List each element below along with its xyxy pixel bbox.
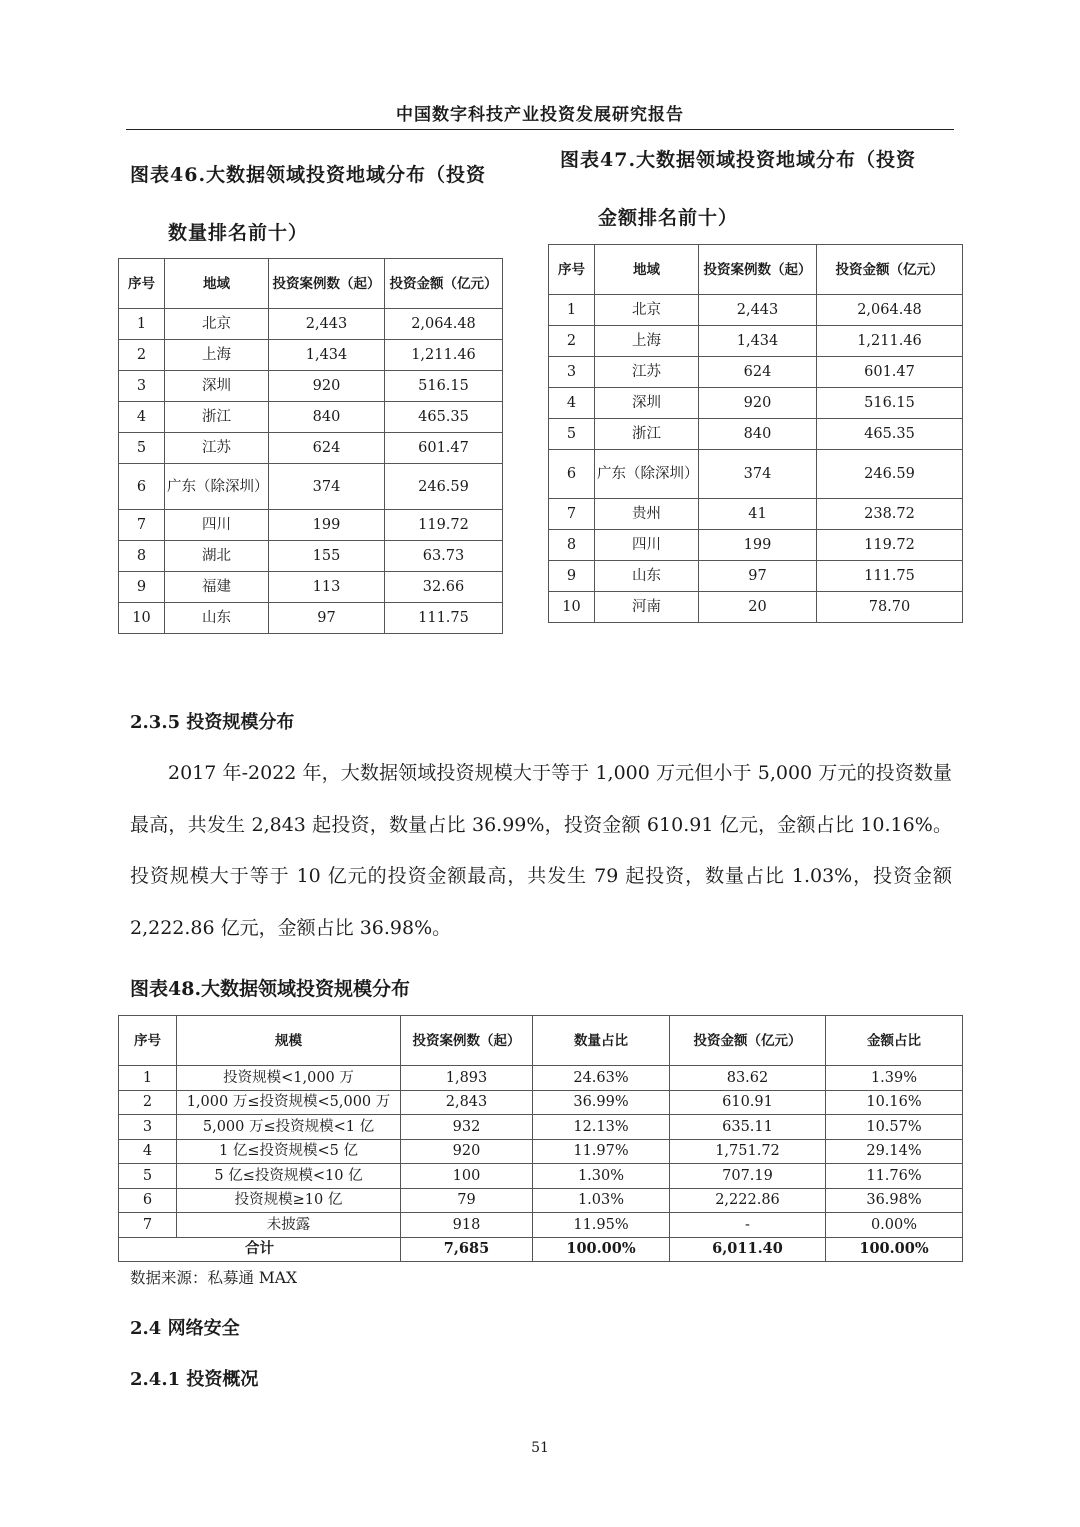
table-cell: 624 — [699, 357, 817, 388]
table-cell: 1.39% — [826, 1066, 963, 1091]
running-header: 中国数字科技产业投资发展研究报告 — [396, 105, 684, 125]
figure46-title-line2: 数量排名前十） — [168, 222, 309, 244]
table-cell: 江苏 — [165, 433, 269, 464]
table-cell: 5 — [119, 1164, 177, 1189]
table-cell: - — [670, 1213, 826, 1238]
column-header: 投资案例数（起） — [401, 1016, 533, 1066]
column-header: 投资金额（亿元） — [670, 1016, 826, 1066]
table-cell: 2 — [119, 340, 165, 371]
table-cell: 2,064.48 — [385, 309, 503, 340]
table-header-row — [119, 1016, 963, 1066]
table-cell: 贵州 — [595, 499, 699, 530]
table-cell: 6 — [119, 464, 165, 510]
table-cell: 7 — [119, 510, 165, 541]
table-cell: 199 — [269, 510, 385, 541]
figure47-table — [548, 244, 963, 623]
table-cell: 918 — [401, 1213, 533, 1238]
table-cell: 119.72 — [385, 510, 503, 541]
table-cell: 10 — [119, 603, 165, 634]
table-row — [549, 499, 963, 530]
table-row — [549, 561, 963, 592]
table-cell: 未披露 — [177, 1213, 401, 1238]
section-paragraph: 2017 年-2022 年，大数据领域投资规模大于等于 1,000 万元但小于 5,000 万元的投资数量最高，共发生 2,843 起投资，数量占比 36.99%，投资金额 610.91 亿元，金额占比 10.16%。投资规模大于等于 10 亿元的投资金额最高，共发生 79 起投资，数量占比 1.03%，投资金额 2,222.86 亿元，金额占比 36.98%。 — [130, 762, 952, 939]
column-header: 地域 — [595, 245, 699, 295]
table-cell: 1,000 万≤投资规模<5,000 万 — [177, 1090, 401, 1115]
table-cell: 山东 — [595, 561, 699, 592]
table-cell: 83.62 — [670, 1066, 826, 1091]
table-cell: 四川 — [165, 510, 269, 541]
table-cell: 4 — [119, 1139, 177, 1164]
table-row — [549, 326, 963, 357]
section-heading-2-4-1: 2.4.1 投资概况 — [130, 1369, 259, 1390]
table-cell: 601.47 — [385, 433, 503, 464]
table-cell: 1,751.72 — [670, 1139, 826, 1164]
table-cell: 1.30% — [533, 1164, 670, 1189]
table-row — [119, 1090, 963, 1115]
table-cell: 155 — [269, 541, 385, 572]
table-cell: 920 — [699, 388, 817, 419]
table-cell: 516.15 — [385, 371, 503, 402]
page-number: 51 — [531, 1440, 549, 1456]
column-header: 规模 — [177, 1016, 401, 1066]
table-cell: 840 — [269, 402, 385, 433]
table-cell: 624 — [269, 433, 385, 464]
table-cell: 111.75 — [385, 603, 503, 634]
table-cell: 上海 — [595, 326, 699, 357]
table-cell: 610.91 — [670, 1090, 826, 1115]
table-cell: 四川 — [595, 530, 699, 561]
total-count: 7,685 — [401, 1237, 533, 1261]
table-cell: 深圳 — [595, 388, 699, 419]
table-row — [549, 295, 963, 326]
table-cell: 1,211.46 — [385, 340, 503, 371]
table-cell: 920 — [269, 371, 385, 402]
table-cell: 601.47 — [817, 357, 963, 388]
table-header-row — [549, 245, 963, 295]
total-count-share: 100.00% — [533, 1237, 670, 1261]
table-row — [549, 357, 963, 388]
total-amount: 6,011.40 — [670, 1237, 826, 1261]
table-cell: 36.98% — [826, 1188, 963, 1213]
table-cell: 9 — [119, 572, 165, 603]
header-divider — [126, 129, 954, 130]
figure47-title-line2: 金额排名前十） — [598, 207, 739, 229]
table-header-row — [119, 259, 503, 309]
table-row — [119, 371, 503, 402]
table-cell: 2 — [119, 1090, 177, 1115]
table-cell: 5 亿≤投资规模<10 亿 — [177, 1164, 401, 1189]
table-cell: 1.03% — [533, 1188, 670, 1213]
column-header: 数量占比 — [533, 1016, 670, 1066]
table-cell: 246.59 — [817, 450, 963, 499]
table-row — [119, 433, 503, 464]
table-cell: 2,843 — [401, 1090, 533, 1115]
table-cell: 36.99% — [533, 1090, 670, 1115]
table-cell: 1 — [549, 295, 595, 326]
table-cell: 福建 — [165, 572, 269, 603]
column-header: 序号 — [549, 245, 595, 295]
table-cell: 24.63% — [533, 1066, 670, 1091]
table-row — [119, 1164, 963, 1189]
table-cell: 119.72 — [817, 530, 963, 561]
table-cell: 6 — [119, 1188, 177, 1213]
table-row — [119, 541, 503, 572]
table-cell: 1,893 — [401, 1066, 533, 1091]
column-header: 投资案例数（起） — [269, 259, 385, 309]
table-cell: 78.70 — [817, 592, 963, 623]
table-cell: 4 — [549, 388, 595, 419]
table-cell: 97 — [699, 561, 817, 592]
table-cell: 6 — [549, 450, 595, 499]
figure46-title — [130, 146, 530, 262]
total-amount-share: 100.00% — [826, 1237, 963, 1261]
table-cell: 浙江 — [165, 402, 269, 433]
table-cell: 100 — [401, 1164, 533, 1189]
table-cell: 山东 — [165, 603, 269, 634]
table-cell: 2,222.86 — [670, 1188, 826, 1213]
table-total-row — [119, 1237, 963, 1261]
table-cell: 5 — [549, 419, 595, 450]
table-cell: 32.66 — [385, 572, 503, 603]
table-cell: 8 — [549, 530, 595, 561]
table-cell: 238.72 — [817, 499, 963, 530]
table-row — [119, 510, 503, 541]
table-cell: 97 — [269, 603, 385, 634]
table-cell: 0.00% — [826, 1213, 963, 1238]
column-header: 投资金额（亿元） — [385, 259, 503, 309]
column-header: 序号 — [119, 259, 165, 309]
table-cell: 465.35 — [817, 419, 963, 450]
section-heading-2-3-5: 2.3.5 投资规模分布 — [130, 712, 295, 733]
table-cell: 20 — [699, 592, 817, 623]
figure46-table — [118, 258, 503, 634]
table-row — [119, 1139, 963, 1164]
column-header: 序号 — [119, 1016, 177, 1066]
table-cell: 246.59 — [385, 464, 503, 510]
table-cell: 11.76% — [826, 1164, 963, 1189]
table-row — [549, 530, 963, 561]
table-cell: 10.16% — [826, 1090, 963, 1115]
table-cell: 374 — [699, 450, 817, 499]
table-cell: 12.13% — [533, 1115, 670, 1140]
table-cell: 199 — [699, 530, 817, 561]
figure47-title — [560, 131, 960, 247]
table-cell: 29.14% — [826, 1139, 963, 1164]
table-cell: 1 — [119, 1066, 177, 1091]
table-cell: 浙江 — [595, 419, 699, 450]
table-row — [119, 340, 503, 371]
table-cell: 1 — [119, 309, 165, 340]
table-cell: 投资规模≥10 亿 — [177, 1188, 401, 1213]
table-cell: 3 — [119, 1115, 177, 1140]
table-row — [119, 402, 503, 433]
table-cell: 374 — [269, 464, 385, 510]
table-row — [549, 592, 963, 623]
table-cell: 湖北 — [165, 541, 269, 572]
table-cell: 111.75 — [817, 561, 963, 592]
table-cell: 投资规模<1,000 万 — [177, 1066, 401, 1091]
table-cell: 2,443 — [699, 295, 817, 326]
table-cell: 2,443 — [269, 309, 385, 340]
table-cell: 920 — [401, 1139, 533, 1164]
table-cell: 63.73 — [385, 541, 503, 572]
table-cell: 11.95% — [533, 1213, 670, 1238]
table-row — [119, 572, 503, 603]
column-header: 金额占比 — [826, 1016, 963, 1066]
table-row — [549, 419, 963, 450]
table-cell: 广东（除深圳） — [595, 450, 699, 499]
table-cell: 9 — [549, 561, 595, 592]
table-cell: 840 — [699, 419, 817, 450]
table-cell: 932 — [401, 1115, 533, 1140]
table-row — [549, 450, 963, 499]
table-cell: 41 — [699, 499, 817, 530]
table-row — [119, 603, 503, 634]
table-cell: 4 — [119, 402, 165, 433]
table-cell: 5,000 万≤投资规模<1 亿 — [177, 1115, 401, 1140]
table-cell: 1,434 — [269, 340, 385, 371]
table-cell: 5 — [119, 433, 165, 464]
column-header: 投资案例数（起） — [699, 245, 817, 295]
table-cell: 635.11 — [670, 1115, 826, 1140]
total-label: 合计 — [119, 1237, 401, 1261]
table-cell: 上海 — [165, 340, 269, 371]
data-source-note: 数据来源：私募通 MAX — [130, 1269, 298, 1287]
table-row — [549, 388, 963, 419]
table-cell: 7 — [549, 499, 595, 530]
table-cell: 河南 — [595, 592, 699, 623]
table-cell: 465.35 — [385, 402, 503, 433]
table-cell: 1 亿≤投资规模<5 亿 — [177, 1139, 401, 1164]
table-cell: 北京 — [165, 309, 269, 340]
table-cell: 深圳 — [165, 371, 269, 402]
table-row — [119, 309, 503, 340]
table-cell: 江苏 — [595, 357, 699, 388]
table-cell: 3 — [119, 371, 165, 402]
table-cell: 3 — [549, 357, 595, 388]
table-cell: 10 — [549, 592, 595, 623]
section-heading-2-4: 2.4 网络安全 — [130, 1318, 240, 1339]
figure48-title: 图表48.大数据领域投资规模分布 — [130, 978, 411, 1000]
figure46-title-line1: 图表46.大数据领域投资地域分布（投资 — [130, 164, 487, 186]
table-row — [119, 1115, 963, 1140]
table-cell: 2 — [549, 326, 595, 357]
table-cell: 1,434 — [699, 326, 817, 357]
table-row — [119, 1188, 963, 1213]
table-cell: 113 — [269, 572, 385, 603]
table-row — [119, 464, 503, 510]
table-cell: 11.97% — [533, 1139, 670, 1164]
table-cell: 北京 — [595, 295, 699, 326]
table-cell: 8 — [119, 541, 165, 572]
table-row — [119, 1066, 963, 1091]
table-cell: 516.15 — [817, 388, 963, 419]
figure48-table — [118, 1015, 963, 1262]
table-cell: 2,064.48 — [817, 295, 963, 326]
table-cell: 10.57% — [826, 1115, 963, 1140]
table-row — [119, 1213, 963, 1238]
column-header: 投资金额（亿元） — [817, 245, 963, 295]
table-cell: 7 — [119, 1213, 177, 1238]
figure47-title-line1: 图表47.大数据领域投资地域分布（投资 — [560, 149, 917, 171]
column-header: 地域 — [165, 259, 269, 309]
table-cell: 1,211.46 — [817, 326, 963, 357]
table-cell: 79 — [401, 1188, 533, 1213]
table-cell: 707.19 — [670, 1164, 826, 1189]
table-cell: 广东（除深圳） — [165, 464, 269, 510]
